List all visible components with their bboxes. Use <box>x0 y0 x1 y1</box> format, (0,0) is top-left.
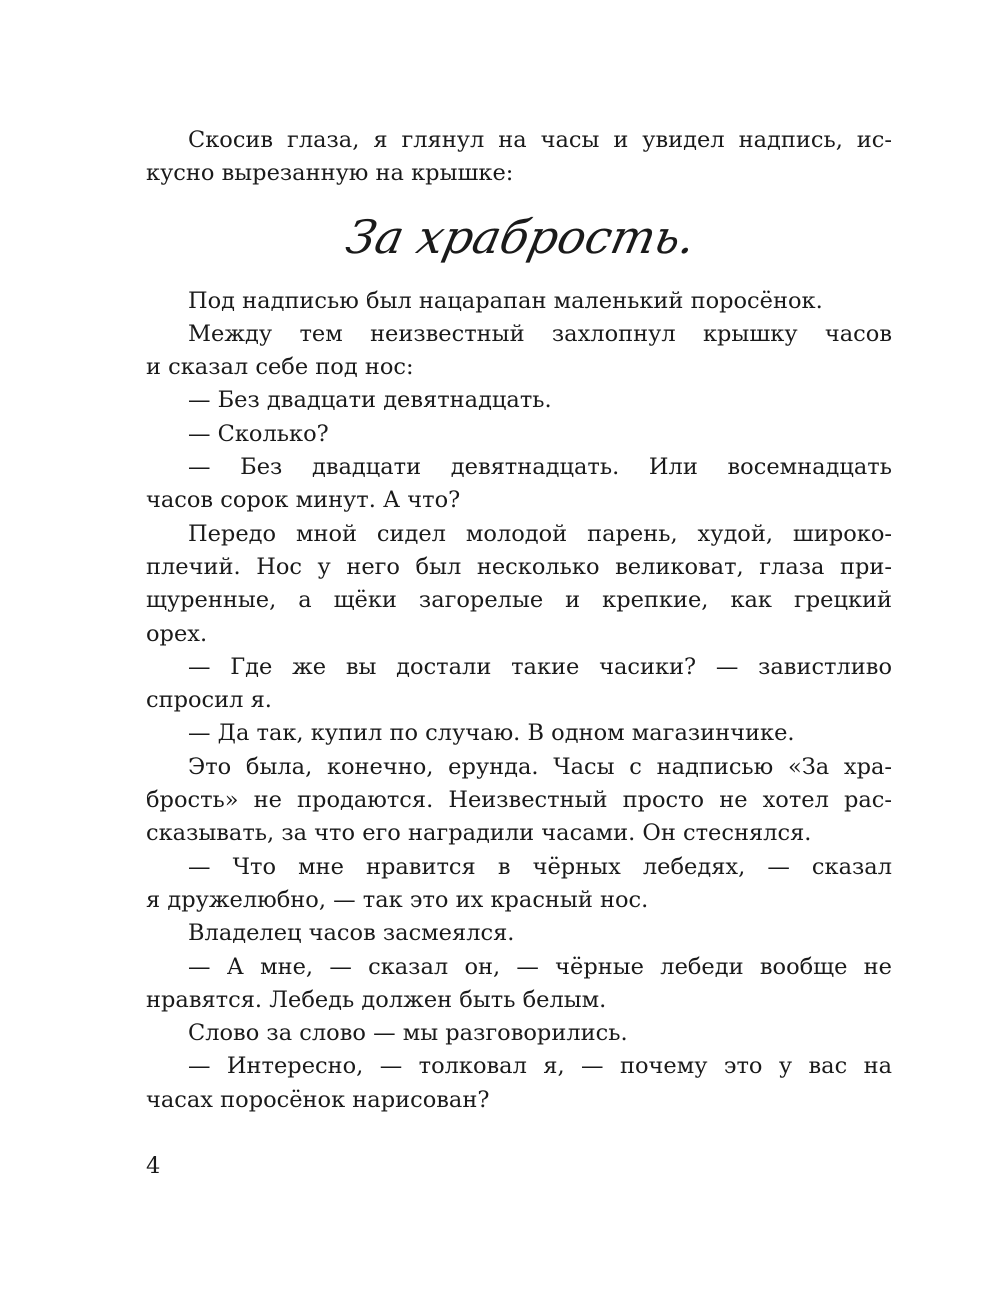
paragraph-11 <box>146 851 892 918</box>
text-line: — А мне, — сказал он, — чёрные лебеди вообще не <box>188 953 892 980</box>
text-line: кусно вырезанную на крышке: <box>146 160 514 187</box>
paragraph-6 <box>146 451 892 518</box>
text-line: брость» не продаются. Неизвестный просто не хотел рас- <box>146 787 892 814</box>
text-line: Владелец часов засмеялся. <box>188 920 515 947</box>
text-line: — Где же вы достали такие часики? — завистливо <box>188 653 892 680</box>
text-line: — Что мне нравится в чёрных лебедях, — сказал <box>188 853 892 880</box>
text-line: — Без двадцати девятнадцать. <box>188 387 552 414</box>
paragraph-5 <box>146 418 892 451</box>
text-line: — Без двадцати девятнадцать. Или восемнадцать <box>188 454 892 481</box>
text-line: щуренные, а щёки загорелые и крепкие, как грецкий <box>146 587 892 614</box>
inscription-script <box>309 191 729 285</box>
text-line: — Сколько? <box>188 420 329 447</box>
page-number: 4 <box>146 1153 161 1179</box>
paragraph-8 <box>146 651 892 718</box>
paragraph-4 <box>146 384 892 417</box>
paragraph-3 <box>146 318 892 385</box>
watch-inscription <box>146 191 892 285</box>
book-page <box>146 124 892 1117</box>
paragraph-2 <box>146 285 892 318</box>
paragraph-10 <box>146 751 892 851</box>
inscription-text: За храбрость. <box>341 210 701 264</box>
text-line: и сказал себе под нос: <box>146 354 414 381</box>
paragraph-1 <box>146 124 892 191</box>
paragraph-7 <box>146 518 892 651</box>
text-line: орех. <box>146 620 208 647</box>
text-line: — Интересно, — толковал я, — почему это у вас на <box>188 1053 892 1080</box>
text-line: часов сорок минут. А что? <box>146 487 461 514</box>
text-line: Это была, конечно, ерунда. Часы с надписью «За хра- <box>188 753 892 780</box>
text-line: Слово за слово — мы разговорились. <box>188 1020 628 1047</box>
text-line: плечий. Нос у него был несколько великоват, глаза при- <box>146 553 892 580</box>
text-line: Скосив глаза, я глянул на часы и увидел надпись, ис- <box>188 127 892 153</box>
text-line: я дружелюбно, — так это их красный нос. <box>146 886 649 913</box>
paragraph-12 <box>146 917 892 950</box>
text-line: Под надписью был нацарапан маленький поросёнок. <box>188 287 823 314</box>
paragraph-15 <box>146 1050 892 1117</box>
text-line: часах поросёнок нарисован? <box>146 1086 490 1113</box>
text-line: нравятся. Лебедь должен быть белым. <box>146 986 607 1013</box>
text-line: Между тем неизвестный захлопнул крышку часов <box>188 320 892 347</box>
paragraph-14 <box>146 1017 892 1050</box>
text-line: сказывать, за что его наградили часами. Он стеснялся. <box>146 820 812 847</box>
text-line: — Да так, купил по случаю. В одном магазинчике. <box>188 720 795 747</box>
text-line: спросил я. <box>146 687 272 714</box>
paragraph-9 <box>146 717 892 750</box>
paragraph-13 <box>146 951 892 1018</box>
text-line: Передо мной сидел молодой парень, худой, широко- <box>188 520 892 547</box>
